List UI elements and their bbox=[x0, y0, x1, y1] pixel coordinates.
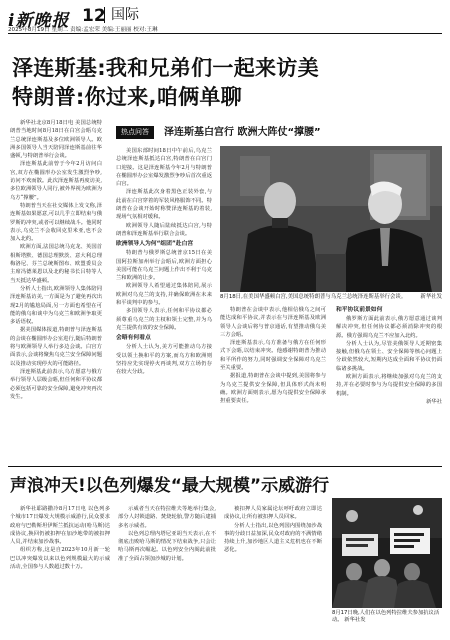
paragraph: 泽连斯基表示,乌方准备与俄方在任何形式下会晤,以结束冲突。他感谢特朗普为推动和平所作的努力,同时强调安全保障对乌克兰至关重要。 bbox=[220, 340, 326, 372]
section-name: 国际 bbox=[104, 7, 139, 23]
paragraph: 据报道,特朗普在会谈中提到,美国将参与为乌克兰提供安全保障,但具体形式尚未明确。欧洲方面则表示,愿为乌提供安全保障承担重要责任。 bbox=[220, 373, 326, 405]
paragraph: 据美国媒体报道,特朗普与泽连斯基的会谈在椭圆形办公室进行,随后特朗普将与欧洲领导人举行多边会谈。白宫方面表示,会谈将聚焦乌克兰安全保障问题以及推动实现停火的可能路径。 bbox=[10, 327, 102, 367]
hot-topic-tag: 热点问答 bbox=[116, 126, 154, 139]
section-subheading: 和平协议前景如何 bbox=[336, 307, 383, 313]
photo-credit: 新华社发 bbox=[420, 294, 442, 300]
paragraph: 被扣押人员家属论坛呼吁政府立即达成协议,让所有被扣押人员回家。 bbox=[224, 506, 322, 521]
paragraph: 示威者当天在特拉维夫等地举行集会,部分人封锁道路、焚烧轮胎,警方随后逮捕多名示威者。 bbox=[118, 506, 216, 529]
main-headline bbox=[12, 54, 442, 112]
section-subheading: 会晤有何看点 bbox=[116, 335, 151, 342]
paragraph: 欧洲方面表示,将继续加强对乌克兰的支持,并在必要时参与为乌提供安全保障的多国机制。 bbox=[336, 374, 442, 397]
paragraph: 组织方称,这是自2023年10月新一轮巴以冲突爆发以来以色列规模最大的示威活动,全国参与人数超过数十万。 bbox=[10, 547, 110, 571]
protest-photo-illustration bbox=[332, 498, 442, 608]
paragraph: 分析人士指出,欧洲领导人集体陪同泽连斯基访美,一方面是为了避免再次出现2月的尴尬局面,另一方面也希望在可能的俄乌和谈中为乌克兰和欧洲争取更多话语权。 bbox=[10, 285, 102, 326]
meeting-photo bbox=[220, 146, 442, 292]
paragraph: 多国领导人表示,任何和平协议都必须尊重乌克兰的主权和领土完整,并为乌克兰提供有效的安全保障。 bbox=[116, 308, 212, 331]
main-headline-line-2: 特朗普:你过来,咱俩单聊 bbox=[12, 85, 242, 109]
article2-column-3 bbox=[224, 505, 322, 633]
article1-right-column-2 bbox=[336, 306, 442, 456]
paragraph: 分析人士指出,以色列国内围绕加沙战事的分歧日益加深,民众对政府的不满情绪持续上升,加沙地区人道主义危机也在不断恶化。 bbox=[224, 522, 322, 554]
paragraph: 以色列总理内塔尼亚胡当天表示,在不彻底击败哈马斯的情况下结束战争,只会让哈马斯再次崛起。以色列安全内阁此前批准了全面占领加沙城的计划。 bbox=[118, 530, 216, 562]
paragraph: 新华社耶路撒冷8月17日电 以色列多个城市17日爆发大规模示威游行,民众要求政府与巴勒斯坦伊斯兰抵抗运动(哈马斯)达成协议,换回仍被扣押在加沙地带的被扣押人员,并结束加沙战事。 bbox=[10, 506, 110, 546]
paragraph: 欧洲方面,法国总统马克龙、英国首相斯塔默、德国总理默茨、意大利总理梅洛尼、芬兰总统斯图布、欧盟委员会主席冯德莱恩以及北约秘书长吕特等人当天抵达华盛顿。 bbox=[10, 244, 102, 284]
meeting-photo-illustration bbox=[220, 146, 442, 292]
photo-caption bbox=[220, 294, 442, 301]
article1-middle-column bbox=[116, 147, 212, 459]
paragraph: 俄罗斯方面此前表示,俄方愿意通过谈判解决冲突,但任何协议都必须消除冲突的根源。俄方强调乌克兰不应加入北约。 bbox=[336, 316, 442, 339]
photo-caption-text: 8月18日,在美国华盛顿白宫,美国总统特朗普与乌克兰总统泽连斯基举行会谈。 bbox=[220, 294, 407, 300]
paragraph: 美国东部时间18日中午前后,乌克兰总统泽连斯基抵达白宫,特朗普在白宫门口迎接。这是泽连斯基今年2月与特朗普在椭圆形办公室爆发激烈争吵后首次重返白宫。 bbox=[116, 148, 212, 188]
subheadline: 泽连斯基白宫行 欧洲大阵仗“撑腰” bbox=[164, 127, 321, 138]
article1-right-column-1 bbox=[220, 306, 326, 456]
protest-photo-credit: 新华社发 bbox=[344, 617, 366, 623]
article1-left-column bbox=[10, 119, 102, 459]
paragraph: 特朗普当天在社交媒体上发文称,泽连斯基如果愿意,可以几乎立即结束与俄罗斯的冲突,或者可以继续战斗。他同时表示,乌克兰不会收回克里米亚,也不会加入北约。 bbox=[10, 202, 102, 243]
paragraph: 分析人士认为,美方可能推动乌方接受以领土换和平的方案,而乌方和欧洲则坚持应先实现停火再谈判,双方立场仍存在较大分歧。 bbox=[116, 344, 212, 376]
paragraph: 分析人士认为,尽管美俄领导人近期密集接触,但俄乌在领土、安全保障等核心问题上分歧依然较大,短期内达成全面和平协议仍面临诸多挑战。 bbox=[336, 340, 442, 372]
main-headline-line-1: 泽连斯基:我和兄弟们一起来访美 bbox=[12, 56, 319, 80]
paragraph: 欧洲领导人随后陆续抵达白宫,与特朗普和泽连斯基举行联合会谈。 bbox=[116, 222, 212, 237]
article-divider bbox=[8, 466, 442, 467]
paragraph: 新华社北京8月18日电 美国总统特朗普当地时间8月18日在白宫会晤乌克兰总统泽连斯基及多位欧洲领导人。欧洲多国领导人当天陪同泽连斯基前往华盛顿,与特朗普举行会谈。 bbox=[10, 120, 102, 160]
protest-photo bbox=[332, 498, 442, 608]
section-subheading: 欧洲领导人为何“组团”赴白宫 bbox=[116, 241, 194, 248]
article2-column-1 bbox=[10, 505, 110, 633]
paragraph: 特朗普与俄罗斯总统普京15日在美国阿拉斯加州举行会晤后,欧洲方面担心美国可能在乌克兰问题上作出不利于乌克兰和欧洲的让步。 bbox=[116, 250, 212, 282]
issue-meta: 2025年8月19日 星期二 责编:孟宏荣 美编:王丽丽 校对:王琳 bbox=[8, 27, 158, 33]
paragraph: 泽连斯基此前表示,乌方愿意与俄方举行领导人层级会晤,但任何和平协议都必须包括可靠的安全保障,避免冲突再次发生。 bbox=[10, 368, 102, 400]
protest-photo-caption-text: 8月17日晚,人们在以色列特拉维夫参加抗议活动。 bbox=[332, 610, 440, 623]
newspaper-brand-logo: i新晚报 bbox=[8, 11, 70, 31]
subheadline-bar bbox=[116, 126, 442, 140]
masthead bbox=[8, 6, 442, 34]
second-headline: 声浪冲天!以色列爆发“最大规模”示威游行 bbox=[10, 476, 330, 496]
paragraph: 特朗普在会谈中表示,他相信俄乌之间可能达成和平协议,并表示在与泽连斯基及欧洲领导人会谈后将与普京通话,有望推动俄乌美三方会晤。 bbox=[220, 307, 326, 338]
byline: 新华社 bbox=[426, 398, 442, 405]
article2-column-2 bbox=[118, 505, 216, 633]
page-number: 12 bbox=[82, 6, 106, 26]
paragraph: 泽连斯基此前曾于今年2月访问白宫,双方在椭圆形办公室发生激烈争吵,访问不欢而散。此次泽连斯基再度访美,多位欧洲领导人同行,被外界视为欧洲为乌方“撑腰”。 bbox=[10, 161, 102, 201]
protest-photo-caption bbox=[332, 610, 442, 624]
paragraph: 泽连斯基此次身着黑色正装外套,与此前在白宫穿着的军装风格服饰不同。特朗普在会谈开始时称赞泽连斯基的着装,现场气氛相对缓和。 bbox=[116, 189, 212, 221]
paragraph: 欧洲领导人希望通过集体陪同,展示欧洲对乌克兰的支持,并确保欧洲在未来和平谈判中的参与。 bbox=[116, 283, 212, 307]
